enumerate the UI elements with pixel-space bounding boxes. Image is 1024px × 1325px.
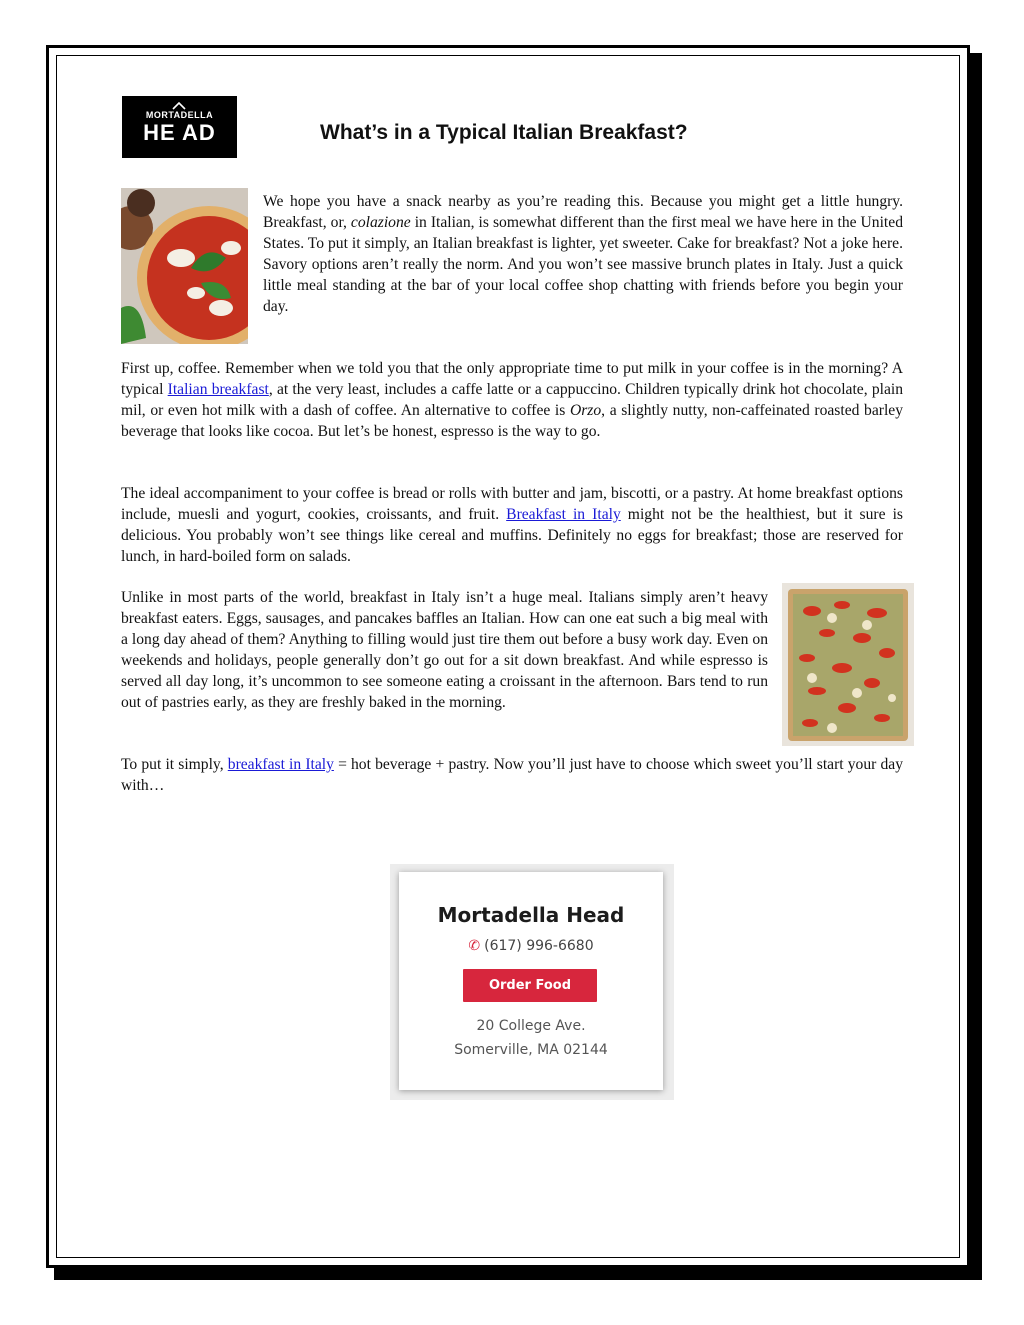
order-food-button[interactable]: Order Food — [463, 969, 597, 1002]
paragraph-coffee: First up, coffee. Remember when we told you that the only appropriate time to put milk in your coffee is in the morning? A typical Italian breakfast, at the very least, includes a caffe latte or a cappuccino. Children typically drink hot chocolate, plain mil, or even hot milk with a dash of coffee. An alternative to coffee is Orzo, a slightly nutty, non-caffeinated roasted barley beverage that looks like cocoa. But let’s be honest, espresso is the way to go. — [121, 360, 904, 440]
breakfast-in-italy-link-2[interactable]: breakfast in Italy — [227, 756, 334, 773]
page-title: What’s in a Typical Italian Breakfast? — [320, 121, 688, 144]
restaurant-card-wrapper — [390, 864, 674, 1100]
restaurant-phone[interactable]: ✆ (617) 996-6680 — [468, 938, 594, 954]
phone-icon: ✆ — [468, 938, 481, 954]
restaurant-card — [399, 872, 663, 1090]
pizza-slab-photo — [782, 583, 914, 746]
paragraph-accompaniment: The ideal accompaniment to your coffee is bread or rolls with butter and jam, biscotti, or a pastry. At home breakfast options include, muesli and yogurt, cookies, croissants, and fruit. Breakfast in Italy might not be the healthiest, but it sure is delicious. You probably won’t see things like cereal and muffins. Definitely no eggs for breakfast; those are reserved for lunch, in hard-boiled form on salads. — [121, 485, 903, 565]
pizza-photo — [121, 188, 248, 344]
italian-breakfast-link[interactable]: Italian breakfast — [167, 381, 269, 398]
restaurant-name: Mortadella Head — [437, 903, 625, 927]
paragraph-summary: To put it simply, breakfast in Italy = hot beverage + pastry. Now you’ll just have to choose which sweet you’ll start your day with… — [121, 756, 903, 794]
pig-icon — [171, 102, 187, 110]
logo-top-text: MORTADELLA — [145, 110, 214, 120]
brand-logo — [122, 96, 237, 158]
restaurant-address-line2: Somerville, MA 02144 — [454, 1042, 608, 1058]
paragraph-meal-size: Unlike in most parts of the world, breakfast in Italy isn’t a huge meal. Italians simply aren’t heavy breakfast eaters. Eggs, sausages, and pancakes baffles an Italian. How can one eat such a big meal with a long day ahead of them? Anything to filling would just tire them out before a busy work day. Even on weekends and holidays, people generally don’t go out for a sit down breakfast. And while espresso is served all day long, it’s uncommon to see someone eating a croissant in the afternoon. Bars tend to run out of pastries early, as they are freshly baked in the morning. — [121, 589, 768, 711]
logo-main-text: HE AD — [143, 120, 216, 145]
paragraph-intro: We hope you have a snack nearby as you’re reading this. Because you might get a little hungry. Breakfast, or, colazione in Italian, is somewhat different than the first meal we have here in the United States. To put it simply, an Italian breakfast is lighter, yet sweeter. Cake for breakfast? Not a joke here. Savory options aren’t really the norm. And you won’t see massive brunch plates in Italy. Just a quick little meal standing at the bar of your local coffee shop chatting with friends before you begin your day. — [263, 193, 903, 315]
breakfast-in-italy-link[interactable]: Breakfast in Italy — [506, 506, 621, 523]
restaurant-address-line1: 20 College Ave. — [476, 1018, 586, 1034]
